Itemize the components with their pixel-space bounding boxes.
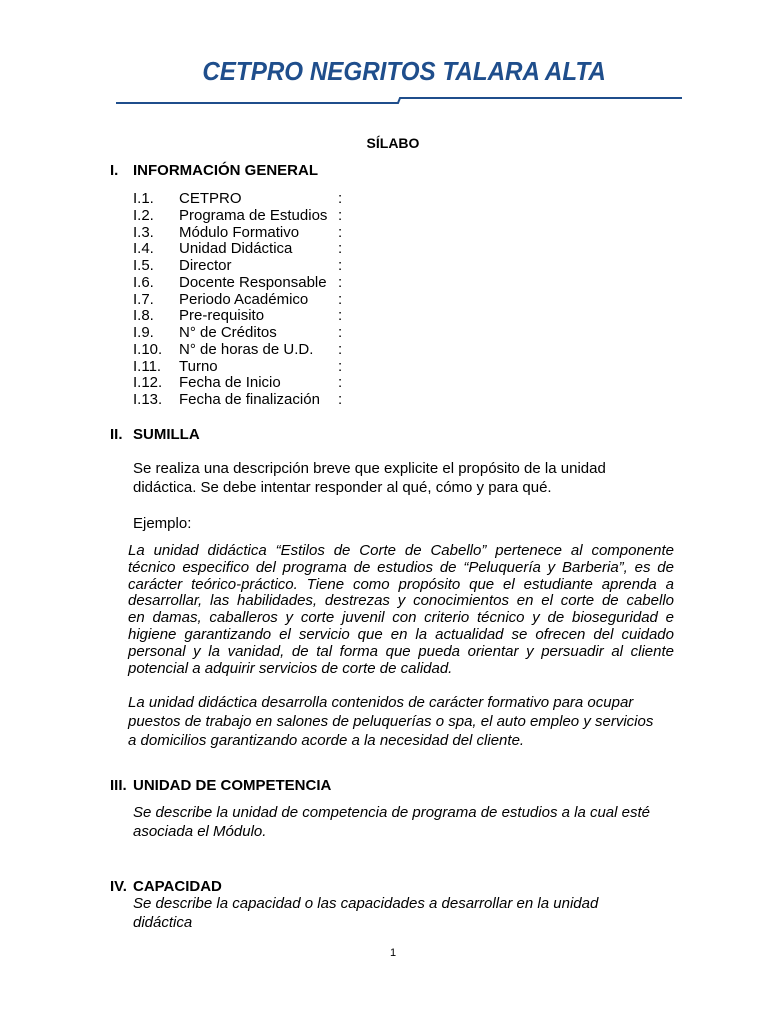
info-colon: : — [338, 223, 343, 241]
section-title: CAPACIDAD — [133, 878, 222, 895]
example-paragraph-1 — [128, 543, 674, 677]
text-line: Se describe la capacidad o las capacidades a desarrollar en la unidad — [133, 895, 599, 912]
info-label: N° de horas de U.D. — [179, 340, 314, 358]
section-number: II. — [110, 426, 123, 443]
section-heading-competencia — [110, 777, 331, 794]
text-line: La unidad didáctica “Estilos de Corte de Cabello” pertenece al componente — [128, 542, 674, 559]
info-colon: : — [338, 391, 343, 408]
info-code: I.10. — [133, 340, 163, 358]
text-line: higiene garantizando el servicio que en la actualidad se ofrecen del cuidado — [128, 625, 674, 643]
text-line: potencial a adquirir servicios de corte de calidad. — [128, 659, 453, 677]
info-code: I.2. — [133, 206, 154, 224]
info-code: I.5. — [133, 257, 154, 274]
info-code: I.4. — [133, 240, 154, 258]
info-colon: : — [338, 190, 343, 207]
info-code: I.8. — [133, 307, 154, 325]
info-label: Programa de Estudios — [179, 206, 328, 224]
section-number: IV. — [110, 878, 127, 895]
info-colon: : — [338, 273, 343, 291]
example-label: Ejemplo: — [133, 515, 192, 532]
info-code: I.7. — [133, 290, 154, 308]
section-title: UNIDAD DE COMPETENCIA — [133, 777, 332, 794]
info-colon: : — [338, 357, 343, 375]
section-number: I. — [110, 162, 119, 179]
info-label: Pre-requisito — [179, 307, 265, 325]
info-code: I.11. — [133, 357, 162, 375]
document-title: SÍLABO — [366, 135, 420, 151]
info-colon: : — [338, 206, 343, 224]
text-line: técnico especifico del programa de estudios de “Peluquería y Barberia”, es de — [128, 558, 674, 576]
text-line: en damas, caballeros y corte juvenil con criterio técnico y de bioseguridad e — [128, 609, 674, 627]
info-label: Fecha de finalización — [179, 391, 320, 408]
text-line: personal y la vanidad, de tal forma que pueda orientar y persuadir al cliente — [128, 642, 674, 660]
text-line: didáctica — [133, 913, 193, 931]
sumilla-intro — [133, 460, 673, 497]
info-code: I.13. — [133, 391, 163, 408]
section-heading-capacidad — [110, 878, 222, 895]
text-line: carácter teórico-práctico. Tiene como propósito que el estudiante aprenda a — [128, 575, 674, 593]
header-rule — [0, 0, 768, 110]
section-title: INFORMACIÓN GENERAL — [133, 162, 318, 179]
institution-name: CETPRO NEGRITOS TALARA ALTA — [202, 56, 606, 86]
text-line: Se describe la unidad de competencia de programa de estudios a la cual esté — [133, 804, 650, 821]
info-code: I.9. — [133, 324, 154, 341]
section-heading-sumilla — [110, 426, 200, 443]
section-number: III. — [110, 777, 127, 794]
info-code: I.3. — [133, 223, 154, 241]
info-colon: : — [338, 374, 343, 392]
text-line: didáctica. Se debe intentar responder al qué, cómo y para qué. — [133, 478, 552, 496]
competencia-text — [133, 804, 693, 841]
capacidad-text — [133, 895, 693, 932]
info-code: I.6. — [133, 273, 154, 291]
info-label: Módulo Formativo — [179, 223, 300, 241]
example-paragraph-2 — [128, 693, 674, 750]
info-label: Turno — [179, 357, 218, 375]
section-heading-general — [110, 162, 318, 179]
text-line: a domicilios garantizando acorde a la necesidad del cliente. — [128, 732, 525, 749]
info-colon: : — [338, 307, 343, 325]
info-label: CETPRO — [179, 190, 242, 207]
text-line: desarrollar, las habilidades, destrezas y conocimientos en el corte de cabello — [128, 592, 674, 610]
section-title: SUMILLA — [133, 426, 200, 443]
info-colon: : — [338, 240, 343, 258]
info-colon: : — [338, 257, 343, 274]
text-line: puestos de trabajo en salones de peluquerías o spa, el auto empleo y servicios — [128, 713, 654, 730]
info-label: N° de Créditos — [179, 324, 277, 341]
text-line: La unidad didáctica desarrolla contenidos de carácter formativo para ocupar — [128, 694, 634, 711]
info-label: Unidad Didáctica — [179, 240, 293, 258]
text-line: Se realiza una descripción breve que explicite el propósito de la unidad — [133, 460, 606, 477]
text-line: asociada el Módulo. — [133, 822, 267, 840]
info-code: I.12. — [133, 374, 163, 392]
info-label: Fecha de Inicio — [179, 374, 281, 392]
info-colon: : — [338, 324, 343, 341]
info-label: Periodo Académico — [179, 290, 309, 308]
info-code: I.1. — [133, 190, 154, 207]
info-label: Docente Responsable — [179, 273, 327, 291]
info-colon: : — [338, 340, 343, 358]
info-label: Director — [179, 257, 232, 274]
page-number: 1 — [389, 947, 397, 959]
info-colon: : — [338, 290, 343, 308]
